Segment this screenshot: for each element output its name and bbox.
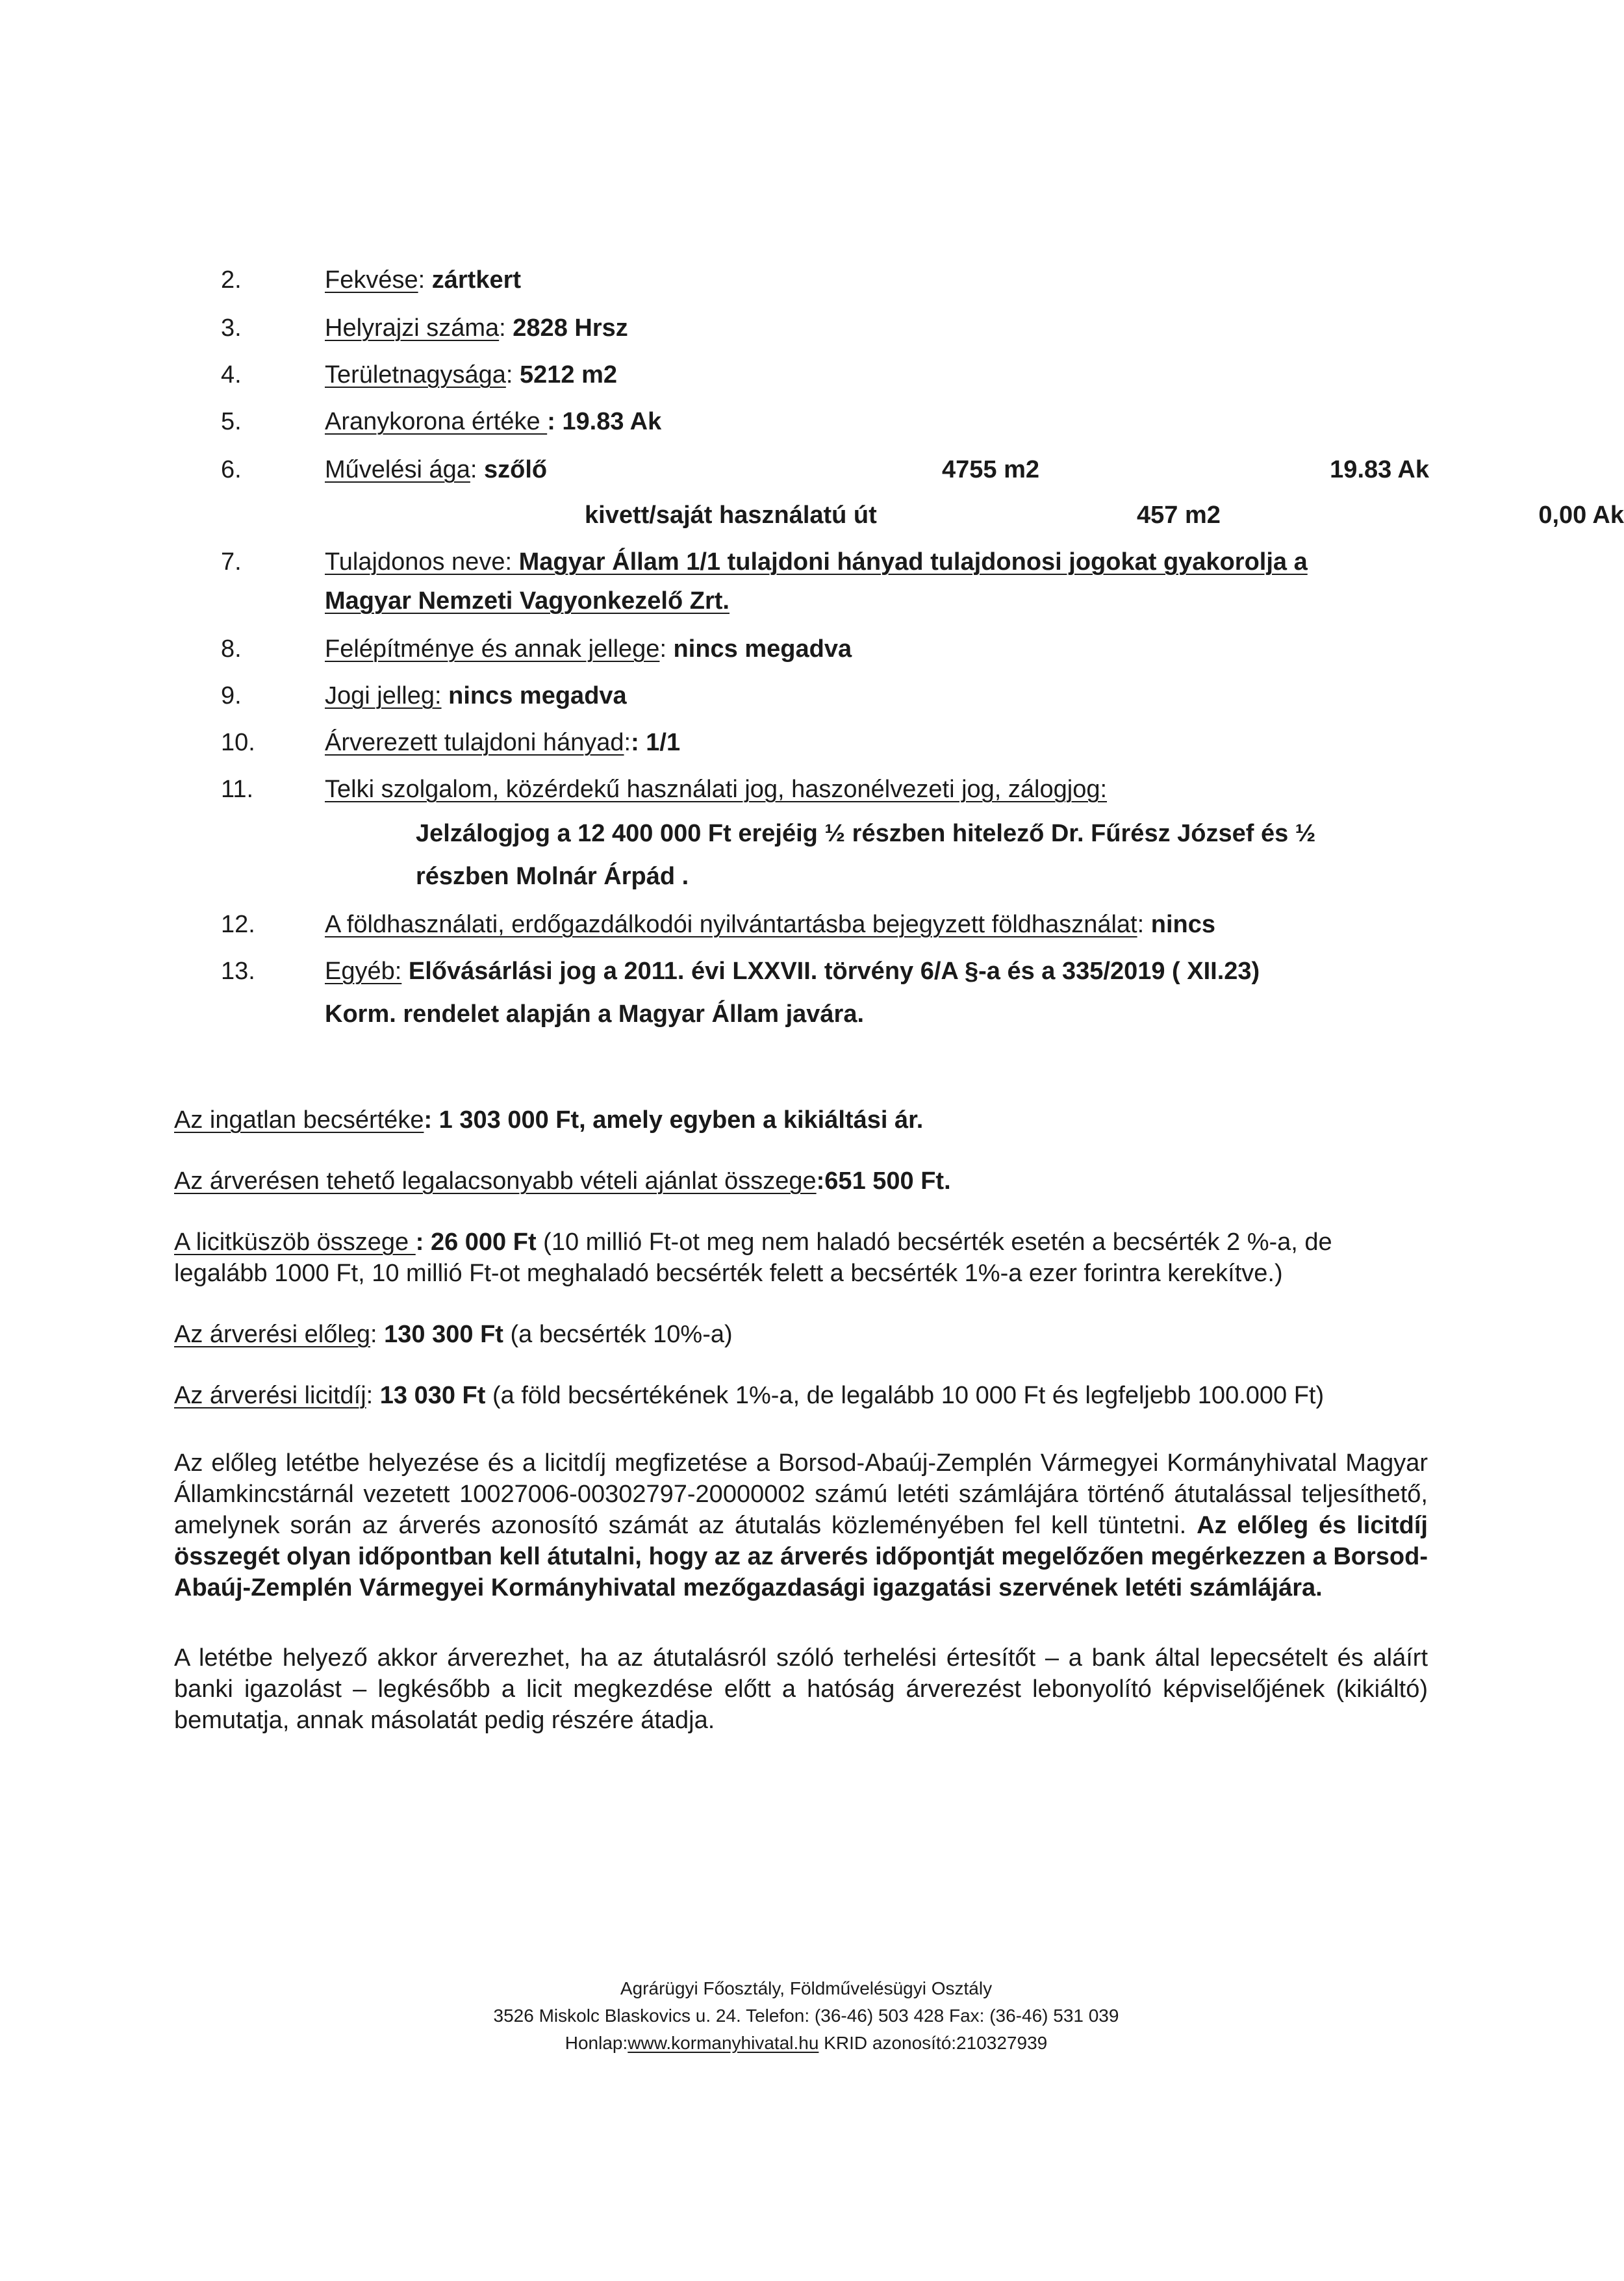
item-value: zártkert [425,266,522,294]
valuation-value: : 1 303 000 Ft, amely egyben a kikiáltási ár. [424,1106,924,1134]
website-link[interactable]: www.kormanyhivatal.hu [628,2033,819,2053]
proof-paragraph [174,1642,1428,1736]
bid-step-value: 26 000 Ft [424,1229,537,1256]
item-label: Helyrajzi száma [325,314,500,342]
item-easement-line [221,820,1429,863]
item-value: nincs megadva [441,682,627,709]
item-buildings: 8. Felépítménye és annak jellege: nincs megadva [221,635,852,663]
item-value: 5212 m2 [513,361,617,389]
payment-paragraph [174,1447,1428,1603]
fee-paragraph: Az árverési licitdíj: 13 030 Ft (a föld becsértékének 1%-a, de legalább 10 000 Ft és legfeljebb 100.000 Ft) [174,1382,1325,1409]
item-number: 3. [221,314,242,342]
deposit-value: 130 300 Ft [377,1321,503,1348]
cultivation-area: 457 m2 [1137,502,1221,529]
item-number: 4. [221,361,242,389]
item-value: Elővásárlási jog a 2011. évi LXXVII. törvény 6/A §-a és a 335/2019 ( XII.23) [401,958,1260,985]
min-offer-line [174,1166,1428,1197]
item-owner [221,548,1429,587]
proof-text: A letétbe helyező akkor árverezhet, ha az átutalásról szóló terhelési értesítőt – a bank által lepecsételt és aláírt banki igazolást – legkésőbb a licit megkezdése előtt a hatóság árverezést lebonyolító képviselőjének (kikiáltó) bemutatja, annak másolatát pedig részére átadja. [174,1644,1428,1734]
item-value: Magyar Nemzeti Vagyonkezelő Zrt. [325,587,730,615]
bid-step-label: A licitküszöb összege [174,1229,416,1256]
item-label: Tulajdonos neve: [325,548,513,576]
property-details-list [221,266,1624,1047]
cultivation-name: kivett/saját használatú út [585,502,877,529]
item-value: Jelzálogjog a 12 400 000 Ft erejéig ½ részben hitelező Dr. Fűrész József és ½ [416,820,1316,847]
item-value: Magyar Állam 1/1 tulajdoni hányad tulajdonosi jogokat gyakorolja a [512,548,1308,576]
footer [0,1975,1612,2057]
min-offer-value: :651 500 Ft. [816,1167,951,1195]
deposit-line: Az árverési előleg: 130 300 Ft (a becsérték 10%-a) [174,1321,733,1348]
item-label: Felépítménye és annak jellege [325,635,660,663]
item-number: 5. [221,408,242,435]
item-other-cont [221,1000,1429,1047]
item-land-use: 12. A földhasználati, erdőgazdálkodói nyilvántartásba bejegyzett földhasználat: nincs [221,911,1215,938]
item-value: részben Molnár Árpád . [416,863,689,890]
auction-terms [174,1104,1428,1736]
cultivation-gold-crown: 0,00 Ak [1538,502,1624,529]
cultivation-name: szőlő [477,456,548,483]
cultivation-gold-crown: 19.83 Ak [1330,456,1429,483]
fee-value: 13 030 Ft [373,1382,486,1409]
footer-address: 3526 Miskolc Blaskovics u. 24. Telefon: (36-46) 503 428 Fax: (36-46) 531 039 [493,2006,1119,2026]
item-auctioned-share: 10. Árverezett tulajdoni hányad:: 1/1 [221,729,681,756]
item-number: 10. [221,729,255,756]
item-easement [221,776,1429,820]
item-number: 12. [221,911,255,938]
item-cultivation-row [221,502,1624,548]
item-label: Jogi jelleg: [325,682,442,709]
item-value: Korm. rendelet alapján a Magyar Állam javára. [325,1000,865,1028]
item-other [221,958,1429,1000]
item-legal-nature [221,682,1429,729]
item-value: nincs megadva [666,635,852,663]
item-number: 6. [221,456,242,483]
bid-step-text: (10 millió Ft-ot meg nem haladó becsérték esetén a becsérték 2 %-a, de legalább 1000 Ft, 10 millió Ft-ot meghaladó becsérték felett a becsérték 1%-a ezer forintra kerekítve.) [174,1229,1332,1287]
valuation-label: Az ingatlan becsértéke [174,1106,424,1134]
item-value: 19.83 Ak [555,408,662,435]
item-number: 11. [221,776,254,803]
item-label: A földhasználati, erdőgazdálkodói nyilvántartásba bejegyzett földhasználat [325,911,1137,938]
item-area: 4. Területnagysága: 5212 m2 [221,361,617,389]
fee-label: Az árverési licitdíj [174,1382,366,1409]
bid-step-paragraph: A licitküszöb összege : 26 000 Ft (10 millió Ft-ot meg nem haladó becsérték esetén a becsérték 2 %-a, de legalább 1000 Ft, 10 millió Ft-ot meghaladó becsérték felett a becsérték 1%-a ezer forintra kerekítve.) [174,1229,1332,1287]
item-label: Egyéb: [325,958,402,985]
item-label: Telki szolgalom, közérdekű használati jog, haszonélvezeti jog, zálogjog: [325,776,1108,803]
item-cultivation: 6. Művelési ága: szőlő 4755 m2 19.83 Ak [221,456,1429,483]
item-owner-cont [221,587,1429,635]
footer-department: Agrárügyi Főosztály, Földművelésügyi Osztály [620,1978,993,1998]
item-label: Aranykorona értéke [325,408,548,435]
payment-bold-text: Az előleg és licitdíj összegét olyan időpontban kell átutalni, hogy az az árverés időpontját megelőzően megérkezzen a Borsod-Abaúj-Zemplén Vármegyei Kormányhivatal mezőgazdasági igazgatási szervének letéti számlájára. [174,1512,1428,1601]
item-number: 7. [221,548,242,576]
cultivation-area: 4755 m2 [942,456,1040,483]
item-label: Árverezett tulajdoni hányad [325,729,624,756]
fee-text: (a föld becsértékének 1%-a, de legalább 10 000 Ft és legfeljebb 100.000 Ft) [485,1382,1325,1409]
item-value: 2828 Hrsz [505,314,628,342]
valuation-line [174,1104,1428,1136]
item-parcel-number: 3. Helyrajzi száma: 2828 Hrsz [221,314,628,342]
item-number: 8. [221,635,242,663]
item-location: 2. Fekvése: zártkert [221,266,522,294]
deposit-text: (a becsérték 10%-a) [503,1321,733,1348]
item-label: Fekvése [325,266,418,294]
item-gold-crown: 5. Aranykorona értéke : 19.83 Ak [221,408,662,435]
item-number: 13. [221,958,255,985]
item-label: Területnagysága [325,361,506,389]
item-value: nincs [1144,911,1215,938]
item-easement-line [221,863,1429,911]
footer-web: Honlap:www.kormanyhivatal.hu KRID azonosító:210327939 [565,2033,1048,2053]
min-offer-label: Az árverésen tehető legalacsonyabb vételi ajánlat összege [174,1167,817,1195]
item-number: 2. [221,266,242,294]
deposit-label: Az árverési előleg [174,1321,371,1348]
item-number: 9. [221,682,242,709]
payment-text: Az előleg letétbe helyezése és a licitdíj megfizetése a Borsod-Abaúj-Zemplén Vármegyei Kormányhivatal Magyar Államkincstárnál vezetett 10027006-00302797-20000002 számú letéti számlájára történő átutalással teljesíthető, amelynek során az árverés azonosító számát az átutalás közleményében fel kell tüntetni. [174,1449,1428,1539]
item-label: Művelési ága [325,456,470,483]
item-value: : 1/1 [631,729,681,756]
